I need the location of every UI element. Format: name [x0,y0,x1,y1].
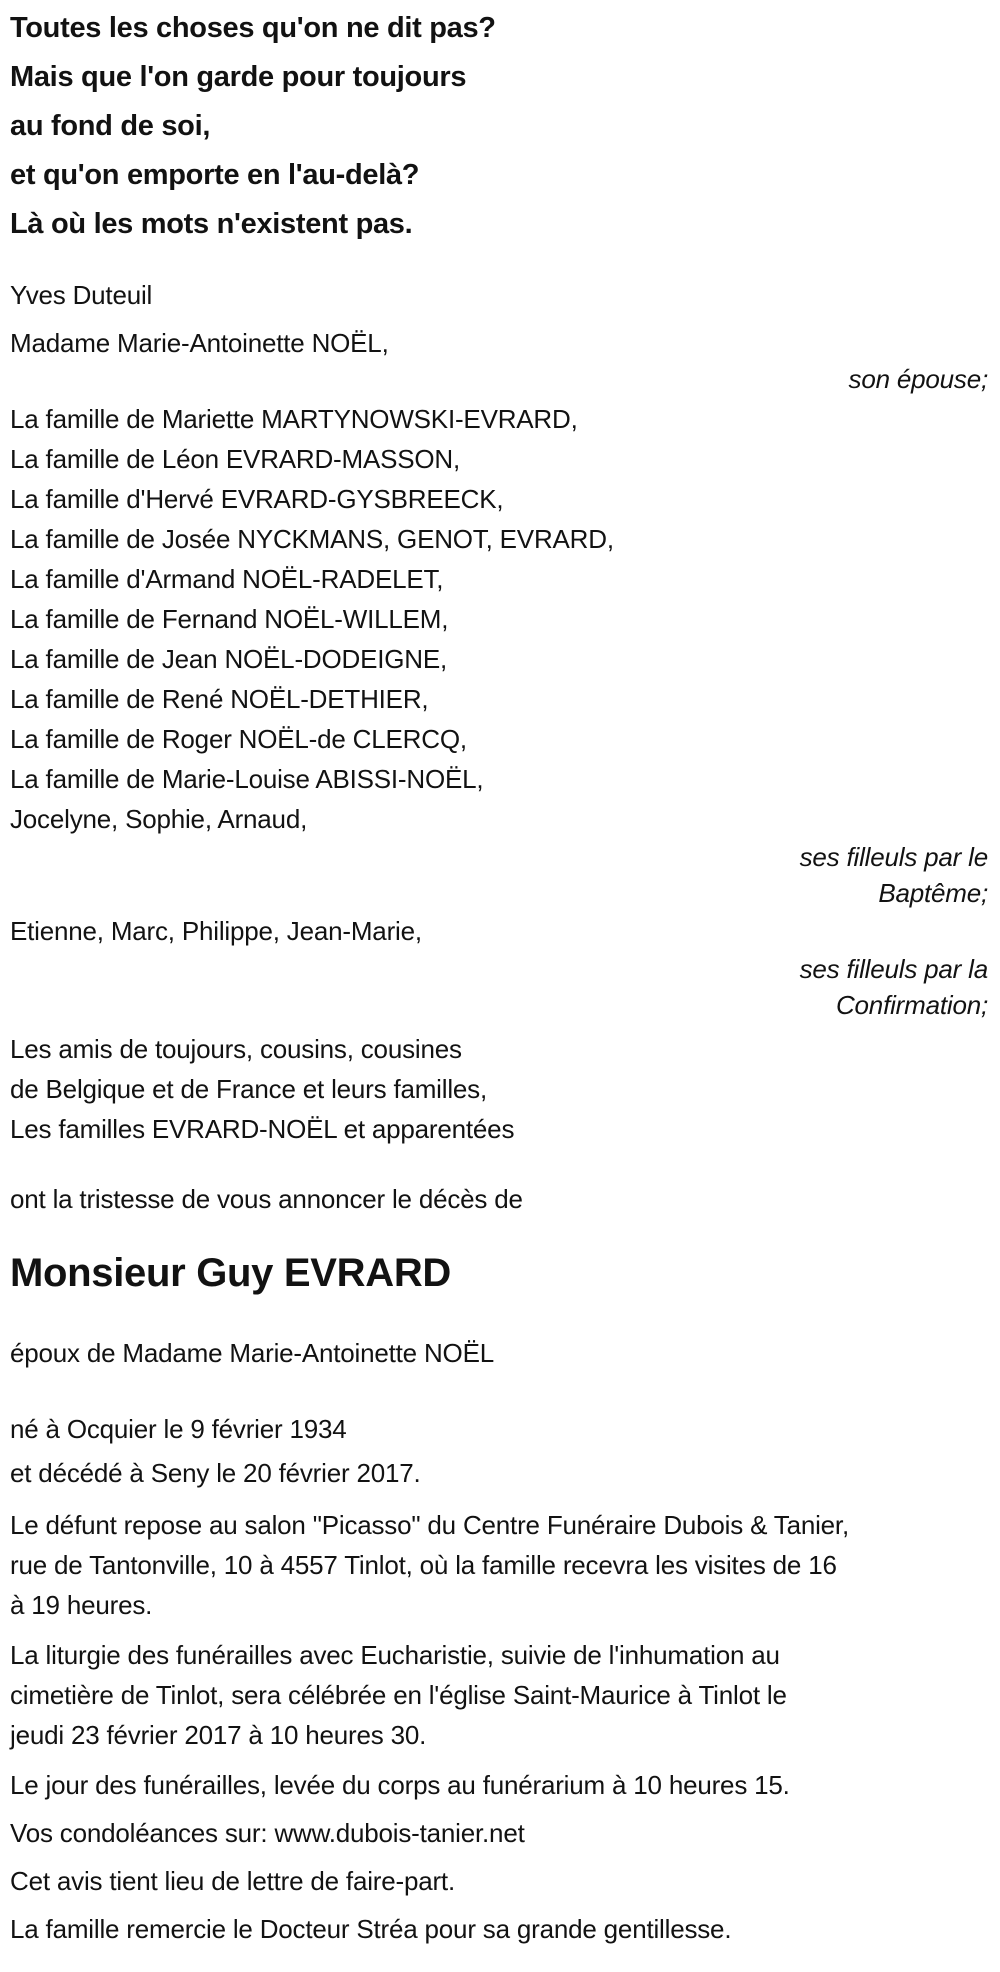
repose-paragraph [10,1505,988,1625]
family-line: La famille de Jean NOËL-DODEIGNE, [10,644,448,674]
repose-line: rue de Tantonville, 10 à 4557 Tinlot, où la famille recevra les visites de 16 [10,1550,837,1580]
poem-line: Toutes les choses qu'on ne dit pas? [10,12,496,44]
birth-death-block [10,1407,988,1495]
announcement-intro: ont la tristesse de vous annoncer le décès de [10,1184,523,1214]
family-line: La famille de Roger NOËL-de CLERCQ, [10,724,467,754]
family-line: La famille d'Hervé EVRARD-GYSBREECK, [10,484,504,514]
faire-part-notice: Cet avis tient lieu de lettre de faire-part. [10,1866,455,1896]
family-line: La famille de Léon EVRARD-MASSON, [10,444,461,474]
spouse-role-attribution: son épouse; [848,364,988,394]
levee-line: Le jour des funérailles, levée du corps au funérarium à 10 heures 15. [10,1770,790,1800]
liturgy-paragraph [10,1635,988,1755]
family-line: La famille de Mariette MARTYNOWSKI-EVRARD, [10,404,578,434]
condolences-prefix: Vos condoléances sur: [10,1818,275,1848]
family-line: La famille de Marie-Louise ABISSI-NOËL, [10,764,484,794]
liturgy-line: jeudi 23 février 2017 à 10 heures 30. [10,1720,427,1750]
death-line: et décédé à Seny le 20 février 2017. [10,1458,421,1488]
families-list [10,399,988,839]
condolences-line [10,1813,988,1853]
family-line: La famille d'Armand NOËL-RADELET, [10,564,444,594]
birth-line: né à Ocquier le 9 février 1934 [10,1414,347,1444]
friends-block [10,1029,988,1149]
repose-line: à 19 heures. [10,1590,153,1620]
poem-line: au fond de soi, [10,110,211,142]
condolences-url: www.dubois-tanier.net [274,1818,525,1848]
baptism-attribution [10,839,988,911]
confirmation-attribution-line: ses filleuls par la [799,954,988,984]
friends-line: Les familles EVRARD-NOËL et apparentées [10,1114,515,1144]
deceased-relation: époux de Madame Marie-Antoinette NOËL [10,1338,494,1368]
poem-line: Là où les mots n'existent pas. [10,208,413,240]
thanks-line: La famille remercie le Docteur Stréa pour sa grande gentillesse. [10,1914,732,1944]
poem-line: Mais que l'on garde pour toujours [10,61,467,93]
deceased-name-title: Monsieur Guy EVRARD [10,1251,452,1295]
baptism-attribution-line: Baptême; [878,878,988,908]
confirmation-attribution-line: Confirmation; [835,990,988,1020]
baptism-attribution-line: ses filleuls par le [799,842,988,872]
poem-author: Yves Duteuil [10,280,153,310]
family-line: La famille de René NOËL-DETHIER, [10,684,429,714]
poem [10,4,988,249]
poem-line: et qu'on emporte en l'au-delà? [10,159,420,191]
liturgy-line: cimetière de Tinlot, sera célébrée en l'église Saint-Maurice à Tinlot le [10,1680,787,1710]
friends-line: Les amis de toujours, cousins, cousines [10,1034,462,1064]
godchildren-confirmation-names: Etienne, Marc, Philippe, Jean-Marie, [10,916,422,946]
godchildren-baptism-names: Jocelyne, Sophie, Arnaud, [10,804,308,834]
repose-line: Le défunt repose au salon "Picasso" du Centre Funéraire Dubois & Tanier, [10,1510,849,1540]
confirmation-attribution [10,951,988,1023]
family-line: La famille de Fernand NOËL-WILLEM, [10,604,449,634]
friends-line: de Belgique et de France et leurs familles, [10,1074,487,1104]
family-line: La famille de Josée NYCKMANS, GENOT, EVRARD, [10,524,614,554]
liturgy-line: La liturgie des funérailles avec Eucharistie, suivie de l'inhumation au [10,1640,780,1670]
spouse-name-line: Madame Marie-Antoinette NOËL, [10,328,389,358]
